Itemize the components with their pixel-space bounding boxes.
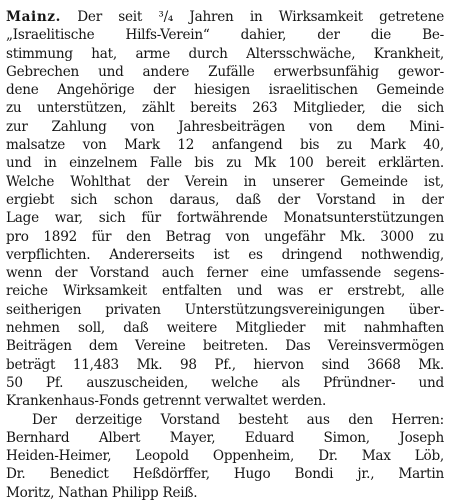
article-line-23: Der derzeitige Vorstand besteht aus den Herren: [32,411,444,428]
article-line-25: Heiden-Heimer, Leopold Oppenheim, Dr. Max Löb, [6,448,444,465]
article-line-11: ergiebt sich schon daraus, daß der Vorstand in der [6,191,444,208]
article-line-6: zu unterstützen, zählt bereits 263 Mitglieder, die sich [6,100,444,117]
article-line-8: malsatze von Mark 12 anfangend bis zu Mark 40, [6,137,444,154]
article-line-26: Dr. Benedict Heßdörffer, Hugo Bondi jr., Martin [6,466,444,483]
article-line-15: wenn der Vorstand auch ferner eine umfassende segens- [6,265,444,282]
article-line-5: dene Angehörige der hiesigen israelitischen Gemeinde [6,82,444,99]
article-line-1-text: Der seit ³/₄ Jahren in Wirksamkeit getretene [60,9,444,25]
article-line-10: Welche Wohlthat der Verein in unserer Gemeinde ist, [6,173,444,190]
article-line-18: nehmen soll, daß weitere Mitglieder mit nahmhaften [6,320,444,337]
article-line-16: reiche Wirksamkeit entfalten und was er erstrebt, alle [6,283,444,300]
article-line-2: „Israelitische Hilfs-Verein“ dahier, der die Be- [6,27,444,44]
article-line-4: Gebrechen und andere Zufälle erwerbsunfähig gewor- [6,63,444,80]
article-line-1 [6,8,444,26]
article-line-3: stimmung hat, arme durch Altersschwäche, Krankheit, [6,45,444,62]
article-line-9: und in einzelnem Falle bis zu Mk 100 bereit erklärten. [6,155,444,172]
article-line-14: verpflichten. Andererseits ist es dringend nothwendig, [6,246,444,263]
article-line-7: zur Zahlung von Jahresbeiträgen von dem Mini- [6,118,444,135]
article-line-12: Lage war, sich für fortwährende Monatsunterstützungen [6,210,444,227]
article-line-19: Beiträgen dem Vereine beitreten. Das Vereinsvermögen [6,338,444,355]
article-line-27: Moritz, Nathan Philipp Reiß. [6,484,198,501]
article-line-24: Bernhard Albert Mayer, Eduard Simon, Joseph [6,429,444,446]
article-line-17: seitherigen privaten Unterstützungsvereinigungen über- [6,301,444,318]
article-line-20: beträgt 11,483 Mk. 98 Pf., hiervon sind 3668 Mk. [6,356,444,373]
article-line-22: Krankenhaus-Fonds getrennt verwaltet werden. [6,393,327,410]
article-line-13: pro 1892 für den Betrag von ungefähr Mk. 3000 zu [6,228,444,245]
place-heading: Mainz. [6,9,61,25]
article-line-21: 50 Pf. auszuscheiden, welche als Pfründner- und [6,374,444,391]
